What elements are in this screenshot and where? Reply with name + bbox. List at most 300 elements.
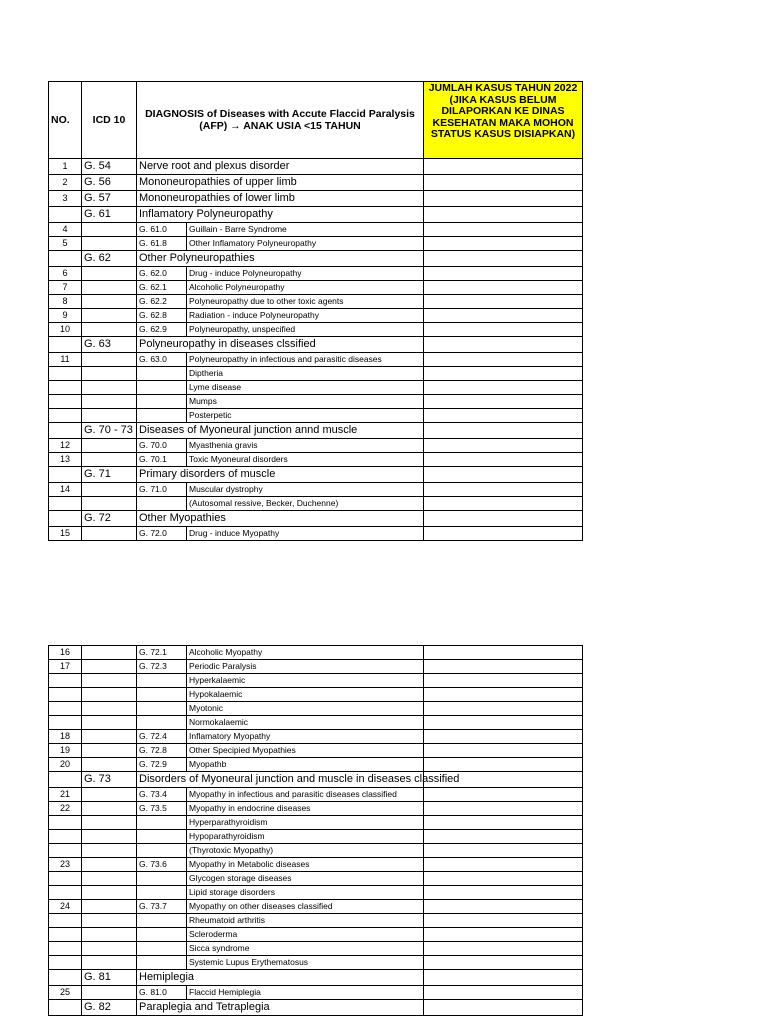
table-row: [49, 872, 583, 886]
category-row: [49, 467, 583, 483]
table-row: [49, 353, 583, 367]
diagnosis-name: Alcoholic Myopathy: [187, 646, 424, 660]
icd-empty-cell: [82, 788, 137, 802]
category-title: Disorders of Myoneural junction and muscle in diseases classified: [139, 773, 460, 785]
diagnosis-name: Polyneuropathy in infectious and parasitic diseases: [187, 353, 424, 367]
icd-empty-cell: [82, 900, 137, 914]
case-count-cell[interactable]: [424, 744, 583, 758]
row-number: [49, 207, 82, 223]
row-number: 2: [49, 175, 82, 191]
category-row: [49, 159, 583, 175]
icd-empty-cell: [82, 914, 137, 928]
category-title: Mononeuropathies of lower limb: [139, 192, 295, 204]
diagnosis-name: (Thyrotoxic Myopathy): [187, 844, 424, 858]
case-count-cell[interactable]: [424, 467, 583, 483]
icd-empty-cell: [82, 395, 137, 409]
header-jumlah-kasus: JUMLAH KASUS TAHUN 2022 (JIKA KASUS BELUM DILAPORKAN KE DINAS KESEHATAN MAKA MOHON STATUS KASUS DISIAPKAN): [424, 82, 583, 159]
icd-subcode: [137, 409, 187, 423]
case-count-cell[interactable]: [424, 730, 583, 744]
icd-empty-cell: [82, 942, 137, 956]
icd-empty-cell: [82, 453, 137, 467]
table-row: [49, 928, 583, 942]
case-count-cell[interactable]: [424, 353, 583, 367]
category-row: [49, 175, 583, 191]
icd-subcode: G. 62.9: [137, 323, 187, 337]
case-count-cell[interactable]: [424, 844, 583, 858]
row-number: 23: [49, 858, 82, 872]
row-number: [49, 381, 82, 395]
table-body: [49, 159, 583, 541]
case-count-cell[interactable]: [424, 395, 583, 409]
icd-empty-cell: [82, 223, 137, 237]
row-number: [49, 914, 82, 928]
icd-empty-cell: [82, 674, 137, 688]
icd-subcode: G. 71.0: [137, 483, 187, 497]
icd-group-code: G. 70 - 73: [84, 424, 133, 436]
icd-empty-cell: [82, 858, 137, 872]
table-row: [49, 830, 583, 844]
icd-subcode: G. 73.5: [137, 802, 187, 816]
diagnosis-name: Toxic Myoneural disorders: [187, 453, 424, 467]
case-count-cell[interactable]: [424, 367, 583, 381]
case-count-cell[interactable]: [424, 788, 583, 802]
case-count-cell[interactable]: [424, 942, 583, 956]
case-count-cell[interactable]: [424, 497, 583, 511]
table-row: [49, 409, 583, 423]
icd-group-code: G. 71: [84, 468, 111, 480]
diagnosis-name: Other Specipied Myopathies: [187, 744, 424, 758]
icd-subcode: [137, 381, 187, 395]
category-row: [49, 337, 583, 353]
icd-group-code: G. 61: [84, 208, 111, 220]
row-number: 22: [49, 802, 82, 816]
icd-empty-cell: [82, 267, 137, 281]
row-number: [49, 337, 82, 353]
row-number: [49, 395, 82, 409]
diagnosis-name: Rheumatoid arthritis: [187, 914, 424, 928]
icd-empty-cell: [82, 802, 137, 816]
case-count-cell[interactable]: [424, 175, 583, 191]
diagnosis-name: Alcoholic Polyneuropathy: [187, 281, 424, 295]
table-row: [49, 986, 583, 1000]
icd-empty-cell: [82, 281, 137, 295]
case-count-cell[interactable]: [424, 872, 583, 886]
row-number: 12: [49, 439, 82, 453]
diagnosis-name: Flaccid Hemiplegia: [187, 986, 424, 1000]
category-row: [49, 1000, 583, 1016]
icd-subcode: [137, 702, 187, 716]
case-count-cell[interactable]: [424, 674, 583, 688]
row-number: [49, 674, 82, 688]
case-count-cell[interactable]: [424, 281, 583, 295]
row-number: 24: [49, 900, 82, 914]
diagnosis-name: Lipid storage disorders: [187, 886, 424, 900]
icd-subcode: [137, 497, 187, 511]
table-row: [49, 237, 583, 251]
table-row: [49, 497, 583, 511]
header-no: NO.: [49, 82, 82, 159]
case-count-cell[interactable]: [424, 323, 583, 337]
diagnosis-name: Posterpetic: [187, 409, 424, 423]
table-row: [49, 674, 583, 688]
case-count-cell[interactable]: [424, 858, 583, 872]
case-count-cell[interactable]: [424, 409, 583, 423]
diagnosis-name: Drug - induce Myopathy: [187, 527, 424, 541]
table-row: [49, 900, 583, 914]
row-number: 15: [49, 527, 82, 541]
case-count-cell[interactable]: [424, 511, 583, 527]
icd-subcode: G. 62.8: [137, 309, 187, 323]
case-count-cell[interactable]: [424, 483, 583, 497]
icd-group-code: G. 81: [84, 971, 111, 983]
case-count-cell[interactable]: [424, 900, 583, 914]
case-count-cell[interactable]: [424, 423, 583, 439]
row-number: [49, 928, 82, 942]
table-row: [49, 295, 583, 309]
case-count-cell[interactable]: [424, 830, 583, 844]
diagnosis-name: Polyneuropathy, unspecified: [187, 323, 424, 337]
row-number: [49, 511, 82, 527]
icd-empty-cell: [82, 439, 137, 453]
icd-empty-cell: [82, 688, 137, 702]
category-row: [49, 191, 583, 207]
icd-empty-cell: [82, 702, 137, 716]
icd-subcode: G. 73.6: [137, 858, 187, 872]
case-count-cell[interactable]: [424, 928, 583, 942]
icd-subcode: G. 72.0: [137, 527, 187, 541]
case-count-cell[interactable]: [424, 337, 583, 353]
case-count-cell[interactable]: [424, 207, 583, 223]
diagnosis-name: Scleroderma: [187, 928, 424, 942]
row-number: [49, 844, 82, 858]
diagnosis-name: Periodic Paralysis: [187, 660, 424, 674]
diagnosis-name: Hyperparathyroidism: [187, 816, 424, 830]
row-number: [49, 497, 82, 511]
icd-subcode: [137, 942, 187, 956]
icd-empty-cell: [82, 830, 137, 844]
diagnosis-name: Polyneuropathy due to other toxic agents: [187, 295, 424, 309]
table-body: [49, 646, 583, 1016]
icd-empty-cell: [82, 956, 137, 970]
icd-subcode: G. 62.2: [137, 295, 187, 309]
icd-subcode: G. 62.0: [137, 267, 187, 281]
icd-group-code: G. 63: [84, 338, 111, 350]
afp-diagnosis-table-page2: [48, 645, 583, 1016]
diagnosis-name: Drug - induce Polyneuropathy: [187, 267, 424, 281]
case-count-cell[interactable]: [424, 886, 583, 900]
diagnosis-name: Hypoparathyroidism: [187, 830, 424, 844]
icd-subcode: G. 72.8: [137, 744, 187, 758]
row-number: [49, 367, 82, 381]
icd-empty-cell: [82, 237, 137, 251]
icd-empty-cell: [82, 928, 137, 942]
table-row: [49, 730, 583, 744]
table-row: [49, 483, 583, 497]
diagnosis-name: Muscular dystrophy: [187, 483, 424, 497]
case-count-cell[interactable]: [424, 223, 583, 237]
icd-group-code: G. 73: [84, 773, 111, 785]
table-row: [49, 439, 583, 453]
row-number: 25: [49, 986, 82, 1000]
row-number: [49, 409, 82, 423]
row-number: 5: [49, 237, 82, 251]
icd-group-code: G. 82: [84, 1001, 111, 1013]
table-row: [49, 267, 583, 281]
diagnosis-name: Glycogen storage diseases: [187, 872, 424, 886]
table-row: [49, 323, 583, 337]
category-title: Inflamatory Polyneuropathy: [139, 208, 273, 220]
row-number: 1: [49, 159, 82, 175]
table-row: [49, 527, 583, 541]
icd-group-code: G. 56: [84, 176, 111, 188]
category-title: Other Myopathies: [139, 512, 226, 524]
icd-empty-cell: [82, 381, 137, 395]
icd-subcode: G. 72.9: [137, 758, 187, 772]
category-title: Paraplegia and Tetraplegia: [139, 1001, 270, 1013]
case-count-cell[interactable]: [424, 956, 583, 970]
case-count-cell[interactable]: [424, 295, 583, 309]
row-number: [49, 772, 82, 788]
row-number: [49, 830, 82, 844]
table-row: [49, 788, 583, 802]
table-row: [49, 744, 583, 758]
table-row: [49, 281, 583, 295]
case-count-cell[interactable]: [424, 816, 583, 830]
icd-subcode: [137, 674, 187, 688]
diagnosis-name: Sicca syndrome: [187, 942, 424, 956]
icd-subcode: [137, 886, 187, 900]
icd-empty-cell: [82, 660, 137, 674]
diagnosis-name: Hyperkalaemic: [187, 674, 424, 688]
icd-subcode: [137, 844, 187, 858]
icd-empty-cell: [82, 844, 137, 858]
case-count-cell[interactable]: [424, 646, 583, 660]
table-row: [49, 660, 583, 674]
row-number: 13: [49, 453, 82, 467]
category-title: Diseases of Myoneural junction annd muscle: [139, 424, 358, 436]
case-count-cell[interactable]: [424, 758, 583, 772]
table-row: [49, 367, 583, 381]
category-title: Primary disorders of muscle: [139, 468, 276, 480]
row-number: 4: [49, 223, 82, 237]
diagnosis-name: Guillain - Barre Syndrome: [187, 223, 424, 237]
category-row: [49, 511, 583, 527]
icd-empty-cell: [82, 295, 137, 309]
icd-empty-cell: [82, 816, 137, 830]
diagnosis-name: Diptheria: [187, 367, 424, 381]
icd-subcode: [137, 914, 187, 928]
icd-empty-cell: [82, 646, 137, 660]
icd-empty-cell: [82, 409, 137, 423]
table-row: [49, 956, 583, 970]
icd-empty-cell: [82, 886, 137, 900]
category-row: [49, 772, 583, 788]
row-number: [49, 688, 82, 702]
icd-group-code: G. 57: [84, 192, 111, 204]
icd-subcode: G. 61.0: [137, 223, 187, 237]
row-number: 6: [49, 267, 82, 281]
header-icd10: ICD 10: [82, 82, 137, 159]
row-number: 9: [49, 309, 82, 323]
icd-empty-cell: [82, 758, 137, 772]
diagnosis-name: Myopathy in infectious and parasitic diseases classified: [187, 788, 424, 802]
table-row: [49, 914, 583, 928]
diagnosis-name: Myopathy in endocrine diseases: [187, 802, 424, 816]
icd-subcode: [137, 688, 187, 702]
row-number: [49, 716, 82, 730]
row-number: 17: [49, 660, 82, 674]
icd-subcode: [137, 716, 187, 730]
row-number: 21: [49, 788, 82, 802]
row-number: 3: [49, 191, 82, 207]
case-count-cell[interactable]: [424, 267, 583, 281]
case-count-cell[interactable]: [424, 716, 583, 730]
icd-subcode: G. 62.1: [137, 281, 187, 295]
case-count-cell[interactable]: [424, 527, 583, 541]
icd-empty-cell: [82, 986, 137, 1000]
diagnosis-name: (Autosomal ressive, Becker, Duchenne): [187, 497, 424, 511]
row-number: 8: [49, 295, 82, 309]
table-row: [49, 453, 583, 467]
row-number: [49, 872, 82, 886]
icd-empty-cell: [82, 730, 137, 744]
row-number: 20: [49, 758, 82, 772]
case-count-cell[interactable]: [424, 309, 583, 323]
icd-empty-cell: [82, 323, 137, 337]
icd-subcode: [137, 395, 187, 409]
icd-subcode: G. 70.0: [137, 439, 187, 453]
case-count-cell[interactable]: [424, 237, 583, 251]
icd-empty-cell: [82, 309, 137, 323]
row-number: 14: [49, 483, 82, 497]
case-count-cell[interactable]: [424, 1000, 583, 1016]
table-row: [49, 816, 583, 830]
row-number: [49, 816, 82, 830]
row-number: 18: [49, 730, 82, 744]
icd-subcode: G. 63.0: [137, 353, 187, 367]
diagnosis-name: Myopathb: [187, 758, 424, 772]
icd-subcode: G. 61.8: [137, 237, 187, 251]
table-row: [49, 942, 583, 956]
row-number: 11: [49, 353, 82, 367]
category-title: Nerve root and plexus disorder: [139, 160, 290, 172]
table-row: [49, 844, 583, 858]
diagnosis-name: Systemic Lupus Erythematosus: [187, 956, 424, 970]
icd-empty-cell: [82, 527, 137, 541]
row-number: 7: [49, 281, 82, 295]
icd-subcode: [137, 956, 187, 970]
row-number: 19: [49, 744, 82, 758]
icd-subcode: [137, 928, 187, 942]
icd-group-code: G. 72: [84, 512, 111, 524]
case-count-cell[interactable]: [424, 986, 583, 1000]
table-row: [49, 802, 583, 816]
case-count-cell[interactable]: [424, 688, 583, 702]
table-row: [49, 716, 583, 730]
icd-subcode: G. 73.4: [137, 788, 187, 802]
category-title: Hemiplegia: [139, 971, 195, 983]
row-number: [49, 1000, 82, 1016]
afp-diagnosis-table-page1: [48, 81, 583, 541]
category-title: Other Polyneuropathies: [139, 252, 255, 264]
table-row: [49, 702, 583, 716]
table-row: [49, 758, 583, 772]
diagnosis-name: Myasthenia gravis: [187, 439, 424, 453]
icd-subcode: G. 70.1: [137, 453, 187, 467]
row-number: [49, 956, 82, 970]
icd-empty-cell: [82, 872, 137, 886]
row-number: 16: [49, 646, 82, 660]
case-count-cell[interactable]: [424, 191, 583, 207]
row-number: [49, 886, 82, 900]
icd-empty-cell: [82, 744, 137, 758]
icd-empty-cell: [82, 716, 137, 730]
row-number: [49, 423, 82, 439]
icd-subcode: [137, 367, 187, 381]
icd-subcode: [137, 816, 187, 830]
case-count-cell[interactable]: [424, 453, 583, 467]
diagnosis-name: Hypokalaemic: [187, 688, 424, 702]
diagnosis-name: Inflamatory Myopathy: [187, 730, 424, 744]
case-count-cell[interactable]: [424, 439, 583, 453]
category-title: Mononeuropathies of upper limb: [139, 176, 297, 188]
diagnosis-name: Other Inflamatory Polyneuropathy: [187, 237, 424, 251]
icd-subcode: G. 73.7: [137, 900, 187, 914]
case-count-cell[interactable]: [424, 970, 583, 986]
table-row: [49, 858, 583, 872]
diagnosis-name: Radiation - induce Polyneuropathy: [187, 309, 424, 323]
case-count-cell[interactable]: [424, 802, 583, 816]
diagnosis-name: Lyme disease: [187, 381, 424, 395]
table-row: [49, 395, 583, 409]
row-number: [49, 467, 82, 483]
icd-subcode: G. 72.1: [137, 646, 187, 660]
icd-group-code: G. 62: [84, 252, 111, 264]
diagnosis-name: Myopathy in Metabolic diseases: [187, 858, 424, 872]
case-count-cell[interactable]: [424, 251, 583, 267]
case-count-cell[interactable]: [424, 159, 583, 175]
row-number: 10: [49, 323, 82, 337]
header-diagnosis: DIAGNOSIS of Diseases with Accute Flaccid Paralysis (AFP) → ANAK USIA <15 TAHUN: [137, 82, 424, 159]
diagnosis-name: Myopathy on other diseases classified: [187, 900, 424, 914]
category-row: [49, 423, 583, 439]
category-row: [49, 207, 583, 223]
table-row: [49, 309, 583, 323]
table-row: [49, 688, 583, 702]
case-count-cell[interactable]: [424, 660, 583, 674]
category-row: [49, 970, 583, 986]
icd-subcode: G. 72.4: [137, 730, 187, 744]
icd-empty-cell: [82, 367, 137, 381]
table-row: [49, 381, 583, 395]
case-count-cell[interactable]: [424, 914, 583, 928]
row-number: [49, 942, 82, 956]
row-number: [49, 970, 82, 986]
table-row: [49, 646, 583, 660]
case-count-cell[interactable]: [424, 702, 583, 716]
icd-subcode: [137, 830, 187, 844]
diagnosis-name: Normokalaemic: [187, 716, 424, 730]
icd-subcode: G. 72.3: [137, 660, 187, 674]
icd-empty-cell: [82, 483, 137, 497]
case-count-cell[interactable]: [424, 381, 583, 395]
icd-group-code: G. 54: [84, 160, 111, 172]
icd-subcode: [137, 872, 187, 886]
icd-subcode: G. 81.0: [137, 986, 187, 1000]
diagnosis-name: Mumps: [187, 395, 424, 409]
table-row: [49, 886, 583, 900]
row-number: [49, 702, 82, 716]
